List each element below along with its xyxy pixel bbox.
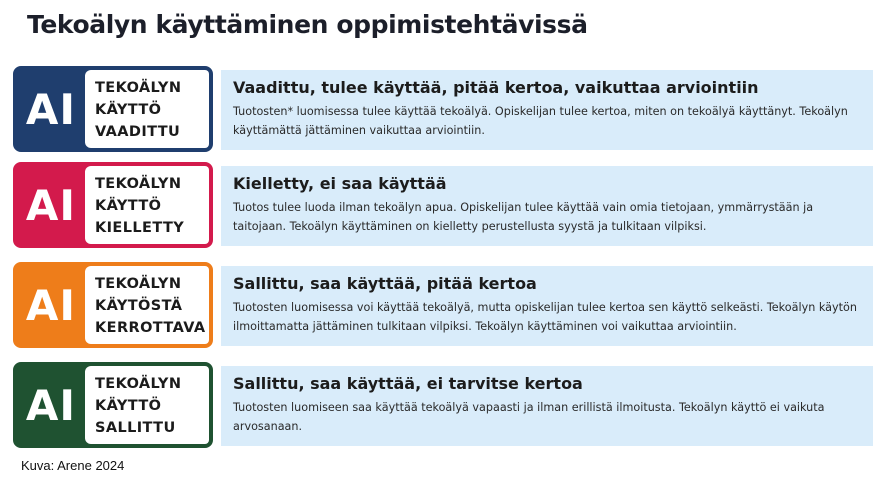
badge-label [85, 366, 209, 444]
panel-text: Tuotosten luomiseen saa käyttää tekoälyä vapaasti ja ilman erillistä ilmoitusta. Tekoälyn käyttö ei vaikuta arvosanaan. [233, 401, 825, 433]
badge-label-line: KÄYTTÖ [95, 102, 162, 118]
ai-category-row-forbidden [13, 162, 875, 248]
badge-label-line: TEKOÄLYN [95, 376, 182, 392]
panel-heading: Sallittu, saa käyttää, pitää kertoa [233, 274, 537, 293]
ai-category-row-must-disclose [13, 262, 875, 348]
badge-label-line: KÄYTÖSTÄ [95, 298, 183, 314]
description-panel [221, 70, 873, 150]
ai-badge [13, 66, 213, 152]
badge-label-line: KIELLETTY [95, 220, 185, 236]
page-title: Tekoälyn käyttäminen oppimistehtävissä [27, 10, 588, 39]
ai-icon: AI [17, 366, 85, 444]
badge-label-line: KÄYTTÖ [95, 398, 162, 414]
ai-badge [13, 162, 213, 248]
badge-label [85, 166, 209, 244]
badge-label-line: SALLITTU [95, 420, 176, 436]
badge-label [85, 266, 209, 344]
badge-label-line: TEKOÄLYN [95, 276, 182, 292]
ai-badge [13, 362, 213, 448]
panel-text: Tuotosten luomisessa voi käyttää tekoälyä, mutta opiskelijan tulee kertoa sen käyttö selkeästi. Tekoälyn käytön ilmoittamatta jättäminen tulkitaan vilpiksi. Tekoälyn käyttäminen voi vaikuttaa arviointiin. [233, 301, 857, 333]
description-panel [221, 266, 873, 346]
badge-label-line: KERROTTAVA [95, 320, 206, 336]
panel-text: Tuotos tulee luoda ilman tekoälyn apua. Opiskelijan tulee käyttää vain omia tietojaan, ymmärrystään ja taitojaan. Tekoälyn käyttäminen on kielletty perustellusta syystä ja tulkitaan vilpiksi. [233, 201, 814, 233]
badge-label-line: TEKOÄLYN [95, 176, 182, 192]
panel-heading: Sallittu, saa käyttää, ei tarvitse kertoa [233, 374, 583, 393]
description-panel [221, 366, 873, 446]
ai-icon: AI [17, 166, 85, 244]
ai-category-row-required [13, 66, 875, 152]
description-panel [221, 166, 873, 246]
panel-text: Tuotosten* luomisessa tulee käyttää tekoälyä. Opiskelijan tulee kertoa, miten on tekoälyä käyttänyt. Tekoälyn käyttämättä jättäminen vaikuttaa arviointiin. [233, 105, 848, 137]
panel-heading: Vaadittu, tulee käyttää, pitää kertoa, vaikuttaa arviointiin [233, 78, 759, 97]
badge-label-line: KÄYTTÖ [95, 198, 162, 214]
panel-heading: Kielletty, ei saa käyttää [233, 174, 447, 193]
ai-badge [13, 262, 213, 348]
ai-category-row-allowed [13, 362, 875, 448]
image-caption: Kuva: Arene 2024 [21, 458, 125, 473]
badge-label-line: TEKOÄLYN [95, 80, 182, 96]
badge-label-line: VAADITTU [95, 124, 181, 140]
ai-icon: AI [17, 266, 85, 344]
ai-icon: AI [17, 70, 85, 148]
badge-label [85, 70, 209, 148]
